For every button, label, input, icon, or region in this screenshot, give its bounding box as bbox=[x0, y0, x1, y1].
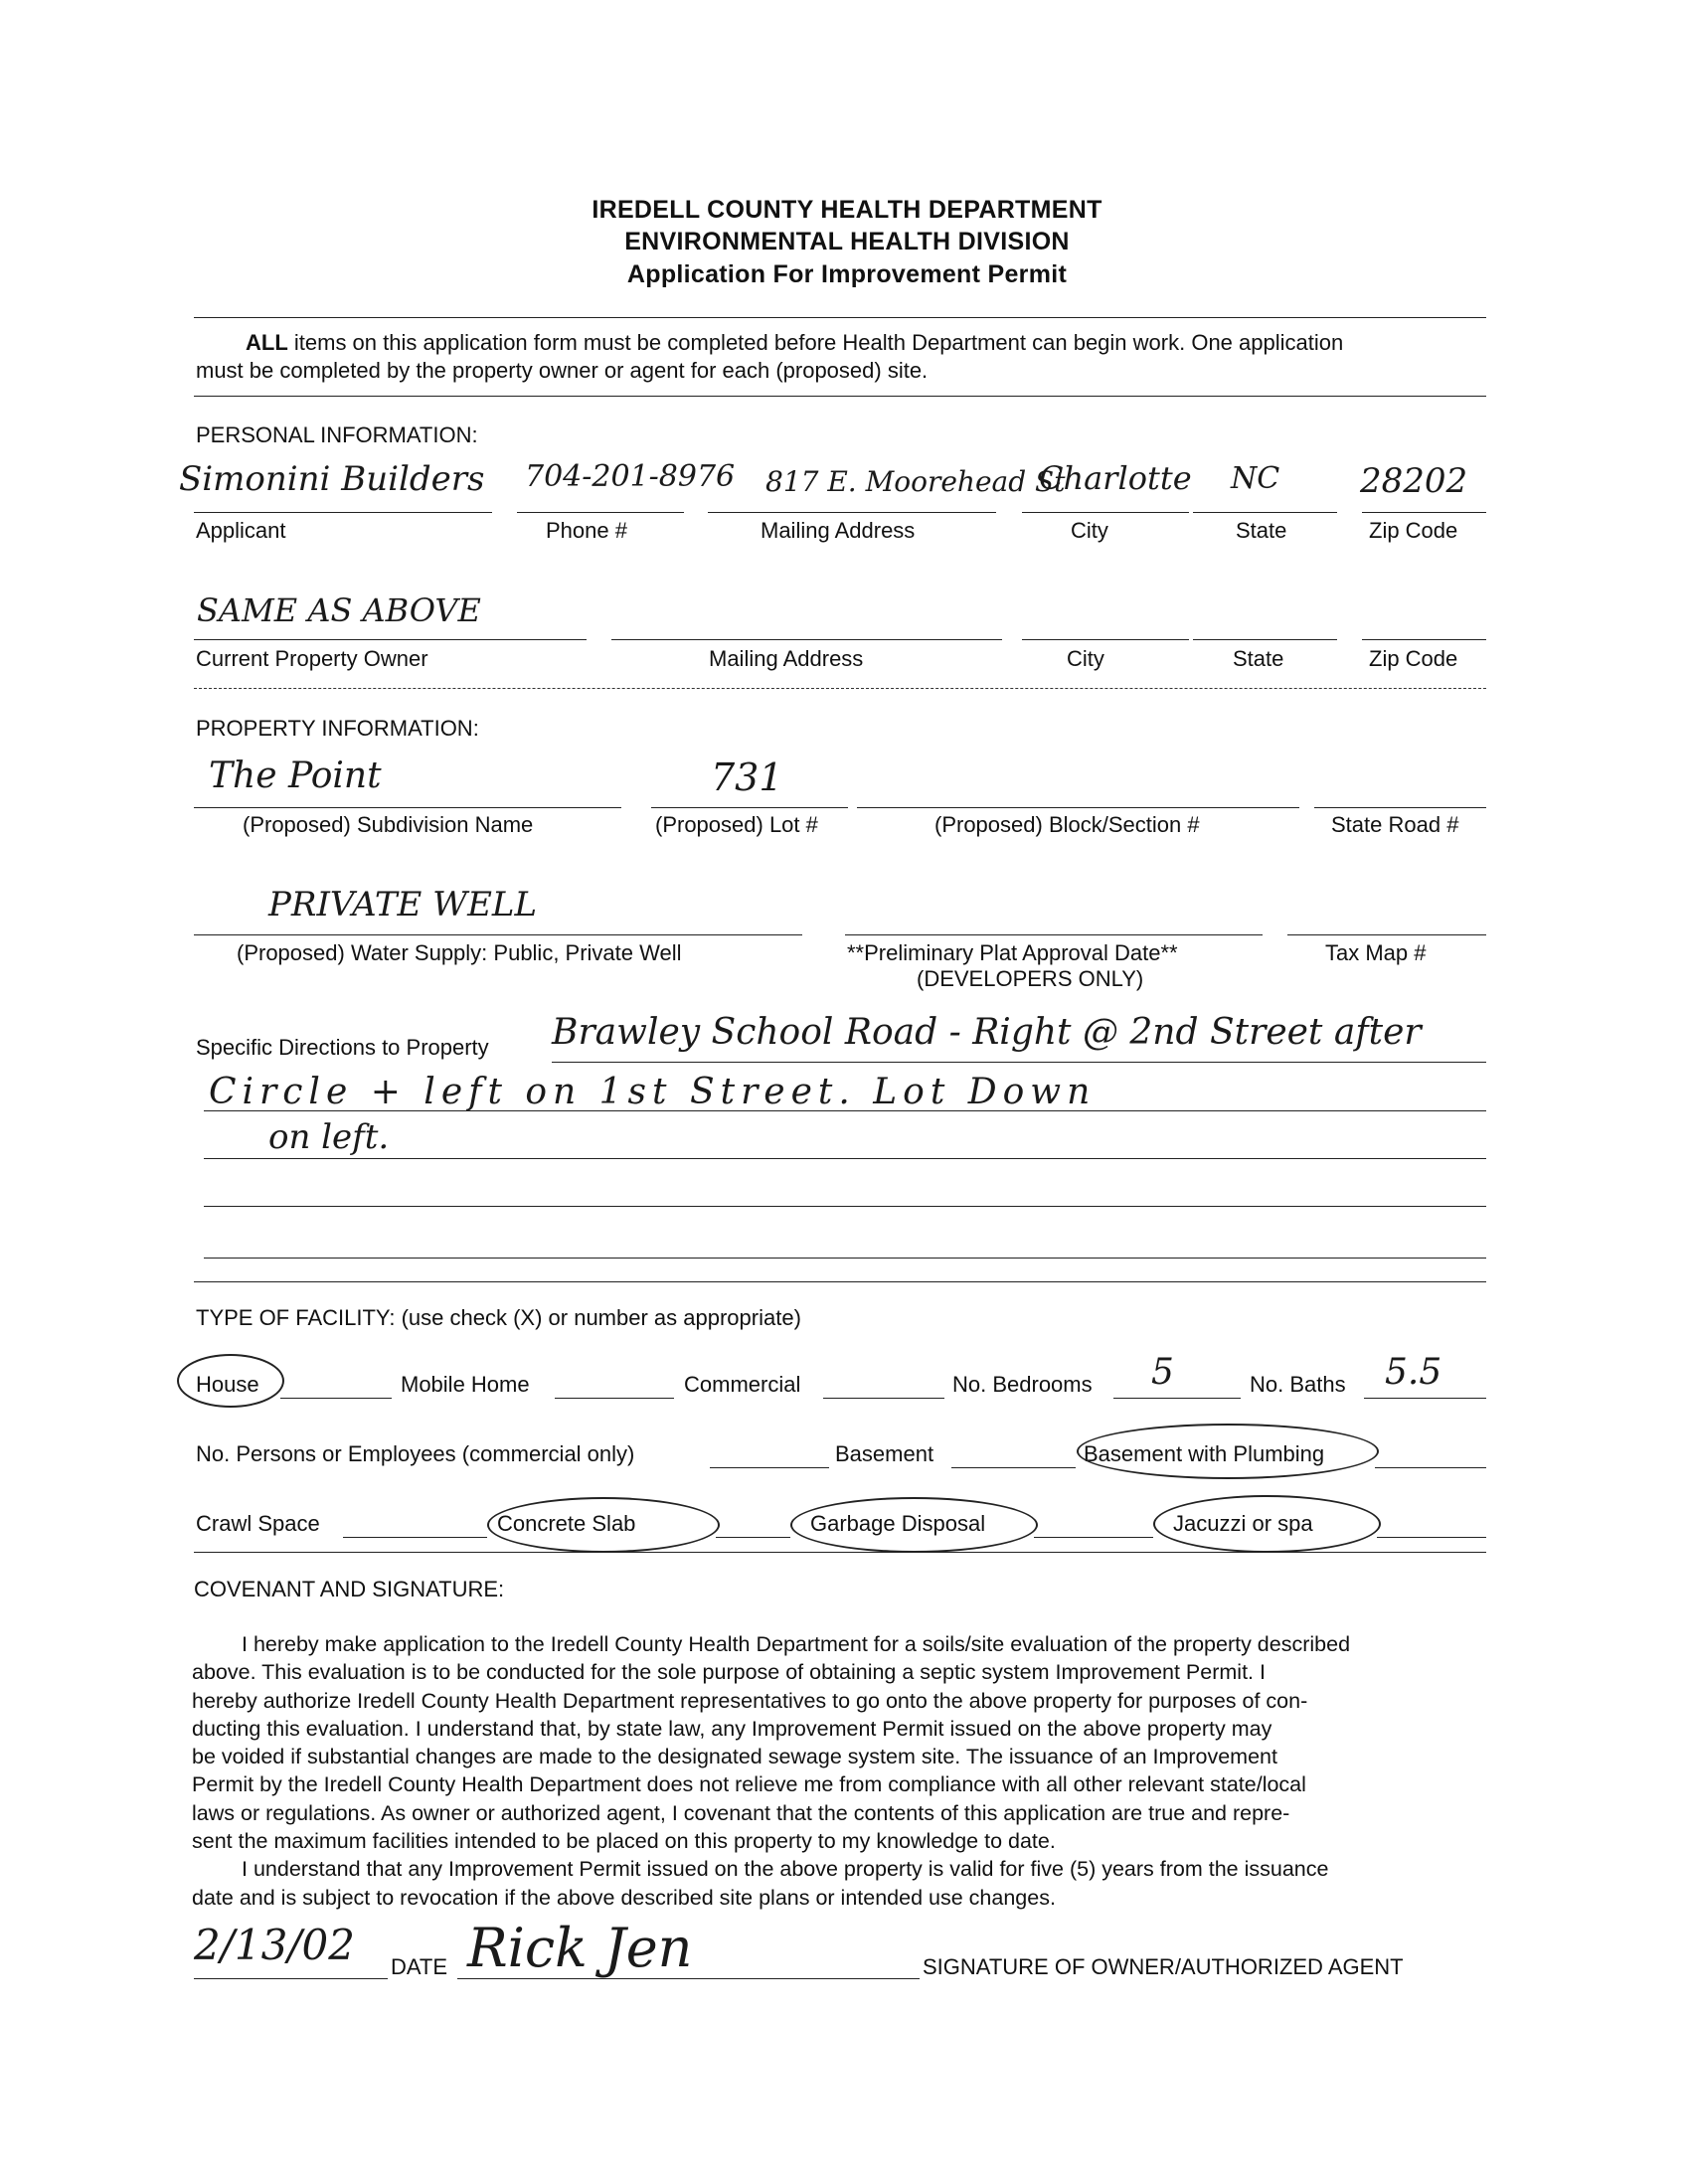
directions-line-3-value[interactable]: on left. bbox=[268, 1117, 390, 1157]
zip-line bbox=[1362, 512, 1486, 513]
date-label: DATE bbox=[391, 1954, 448, 1979]
facility-heading: TYPE OF FACILITY: (use check (X) or number as appropriate) bbox=[196, 1305, 801, 1330]
divider bbox=[194, 688, 1486, 689]
jacuzzi-blank bbox=[1377, 1537, 1486, 1538]
tax-map-line bbox=[1287, 934, 1486, 935]
covenant-line: be voided if substantial changes are made to the designated sewage system site. The issuance of an Improvement bbox=[192, 1745, 1277, 1769]
applicant-line bbox=[194, 512, 492, 513]
mobile-home-blank bbox=[555, 1398, 674, 1399]
directions-line-2-value[interactable]: Circle + left on 1st Street. Lot Down bbox=[209, 1072, 1097, 1112]
subdivision-value[interactable]: The Point bbox=[209, 756, 382, 796]
city-label: City bbox=[1071, 518, 1108, 543]
divider bbox=[194, 396, 1486, 397]
zip-value[interactable]: 28202 bbox=[1360, 461, 1468, 501]
directions-line-1 bbox=[552, 1062, 1486, 1063]
owner-zip-label: Zip Code bbox=[1369, 646, 1458, 671]
owner-mailing-line bbox=[611, 639, 1002, 640]
zip-label: Zip Code bbox=[1369, 518, 1458, 543]
basement-plumbing-option[interactable]: Basement with Plumbing bbox=[1084, 1441, 1325, 1466]
mailing-line bbox=[708, 512, 996, 513]
owner-city-line bbox=[1022, 639, 1189, 640]
bedrooms-value[interactable]: 5 bbox=[1151, 1352, 1174, 1393]
date-line bbox=[194, 1978, 388, 1979]
phone-label: Phone # bbox=[546, 518, 627, 543]
signature-label: SIGNATURE OF OWNER/AUTHORIZED AGENT bbox=[923, 1954, 1404, 1979]
state-road-label: State Road # bbox=[1331, 812, 1459, 837]
signature-value[interactable]: Rick Jen bbox=[467, 1917, 693, 1979]
phone-value[interactable]: 704-201-8976 bbox=[525, 459, 736, 494]
crawl-space-option[interactable]: Crawl Space bbox=[196, 1511, 320, 1536]
state-value[interactable]: NC bbox=[1231, 461, 1280, 496]
mobile-home-option[interactable]: Mobile Home bbox=[401, 1372, 530, 1397]
city-line bbox=[1022, 512, 1189, 513]
divider bbox=[194, 317, 1486, 318]
divider bbox=[194, 1552, 1486, 1553]
property-heading: PROPERTY INFORMATION: bbox=[196, 716, 479, 741]
house-option[interactable]: House bbox=[196, 1372, 259, 1397]
covenant-heading: COVENANT AND SIGNATURE: bbox=[194, 1577, 505, 1601]
covenant-line: sent the maximum facilities intended to be placed on this property to my knowledge to date. bbox=[192, 1829, 1056, 1854]
jacuzzi-option[interactable]: Jacuzzi or spa bbox=[1173, 1511, 1313, 1536]
division-title: ENVIRONMENTAL HEALTH DIVISION bbox=[624, 228, 1070, 255]
commercial-blank bbox=[823, 1398, 944, 1399]
water-supply-label: (Proposed) Water Supply: Public, Private Well bbox=[237, 940, 682, 965]
baths-blank bbox=[1364, 1398, 1486, 1399]
intro-bold: ALL bbox=[246, 330, 288, 355]
basement-plumbing-blank bbox=[1375, 1467, 1486, 1468]
covenant-line: above. This evaluation is to be conducted for the sole purpose of obtaining a septic system Improvement Permit. I bbox=[192, 1660, 1266, 1685]
owner-line bbox=[194, 639, 587, 640]
state-road-line bbox=[1314, 807, 1486, 808]
owner-value[interactable]: SAME AS ABOVE bbox=[197, 591, 481, 629]
state-line bbox=[1193, 512, 1337, 513]
owner-city-label: City bbox=[1067, 646, 1104, 671]
bedrooms-label: No. Bedrooms bbox=[952, 1372, 1093, 1397]
plat-label: **Preliminary Plat Approval Date** bbox=[847, 940, 1178, 965]
water-supply-value[interactable]: PRIVATE WELL bbox=[268, 885, 538, 924]
signature-line bbox=[457, 1978, 920, 1979]
tax-map-label: Tax Map # bbox=[1325, 940, 1427, 965]
directions-line-1-value[interactable]: Brawley School Road - Right @ 2nd Street after bbox=[552, 1012, 1422, 1053]
crawl-space-blank bbox=[343, 1537, 487, 1538]
baths-label: No. Baths bbox=[1250, 1372, 1346, 1397]
covenant-line: date and is subject to revocation if the above described site plans or intended use changes. bbox=[192, 1885, 1056, 1910]
basement-plumbing-circle-mark bbox=[1077, 1424, 1379, 1479]
baths-value[interactable]: 5.5 bbox=[1385, 1352, 1442, 1393]
water-supply-line bbox=[194, 934, 802, 935]
persons-label: No. Persons or Employees (commercial only) bbox=[196, 1441, 635, 1466]
intro-line-1 bbox=[246, 330, 1343, 356]
owner-state-line bbox=[1193, 639, 1337, 640]
divider bbox=[194, 1281, 1486, 1282]
commercial-option[interactable]: Commercial bbox=[684, 1372, 801, 1397]
owner-label: Current Property Owner bbox=[196, 646, 428, 671]
subdivision-line bbox=[194, 807, 621, 808]
covenant-text bbox=[192, 1630, 1504, 1912]
persons-blank bbox=[710, 1467, 829, 1468]
garbage-disposal-circle-mark bbox=[790, 1497, 1038, 1553]
form-title: Application For Improvement Permit bbox=[626, 260, 1068, 288]
covenant-line: Permit by the Iredell County Health Department does not relieve me from compliance with all other relevant state/local bbox=[192, 1772, 1306, 1797]
intro-line-2: must be completed by the property owner or agent for each (proposed) site. bbox=[196, 358, 929, 383]
basement-option[interactable]: Basement bbox=[835, 1441, 934, 1466]
intro-text-1: items on this application form must be completed before Health Department can begin work. One application bbox=[287, 330, 1344, 355]
concrete-slab-circle-mark bbox=[487, 1497, 720, 1553]
owner-state-label: State bbox=[1233, 646, 1284, 671]
applicant-label: Applicant bbox=[196, 518, 286, 543]
covenant-line: I understand that any Improvement Permit issued on the above property is valid for five (5) years from the issuance bbox=[242, 1857, 1329, 1882]
phone-line bbox=[517, 512, 684, 513]
block-label: (Proposed) Block/Section # bbox=[934, 812, 1200, 837]
house-circle-mark bbox=[177, 1354, 284, 1408]
directions-line-5 bbox=[204, 1258, 1486, 1259]
mailing-label: Mailing Address bbox=[761, 518, 916, 543]
applicant-value[interactable]: Simonini Builders bbox=[179, 459, 485, 499]
house-blank bbox=[280, 1398, 392, 1399]
state-label: State bbox=[1236, 518, 1287, 543]
directions-label: Specific Directions to Property bbox=[196, 1035, 489, 1060]
directions-line-2 bbox=[204, 1110, 1486, 1111]
lot-value[interactable]: 731 bbox=[711, 756, 783, 799]
covenant-line: laws or regulations. As owner or authorized agent, I covenant that the contents of this application are true and repre- bbox=[192, 1800, 1290, 1825]
owner-zip-line bbox=[1362, 639, 1486, 640]
bedrooms-blank bbox=[1113, 1398, 1241, 1399]
department-title: IREDELL COUNTY HEALTH DEPARTMENT bbox=[592, 196, 1102, 224]
basement-blank bbox=[951, 1467, 1076, 1468]
mailing-value[interactable]: 817 E. Moorehead St bbox=[765, 465, 1066, 498]
jacuzzi-circle-mark bbox=[1153, 1495, 1381, 1553]
concrete-slab-blank bbox=[716, 1537, 790, 1538]
personal-heading: PERSONAL INFORMATION: bbox=[196, 422, 478, 447]
plat-date-line bbox=[845, 934, 1263, 935]
covenant-line: I hereby make application to the Iredell County Health Department for a soils/site evaluation of the property described bbox=[242, 1632, 1351, 1656]
covenant-line: ducting this evaluation. I understand that, by state law, any Improvement Permit issued on the above property may bbox=[192, 1716, 1272, 1741]
covenant-line: hereby authorize Iredell County Health Department representatives to go onto the above property for purposes of con- bbox=[192, 1688, 1308, 1713]
garbage-disposal-option[interactable]: Garbage Disposal bbox=[810, 1511, 986, 1536]
lot-line bbox=[651, 807, 848, 808]
block-line bbox=[857, 807, 1299, 808]
directions-line-4 bbox=[204, 1206, 1486, 1207]
date-value[interactable]: 2/13/02 bbox=[194, 1921, 355, 1969]
plat-sublabel: (DEVELOPERS ONLY) bbox=[917, 966, 1144, 991]
subdivision-label: (Proposed) Subdivision Name bbox=[243, 812, 534, 837]
owner-mailing-label: Mailing Address bbox=[709, 646, 864, 671]
city-value[interactable]: Charlotte bbox=[1039, 459, 1192, 497]
garbage-disposal-blank bbox=[1034, 1537, 1153, 1538]
concrete-slab-option[interactable]: Concrete Slab bbox=[497, 1511, 636, 1536]
lot-label: (Proposed) Lot # bbox=[655, 812, 818, 837]
directions-line-3 bbox=[204, 1158, 1486, 1159]
